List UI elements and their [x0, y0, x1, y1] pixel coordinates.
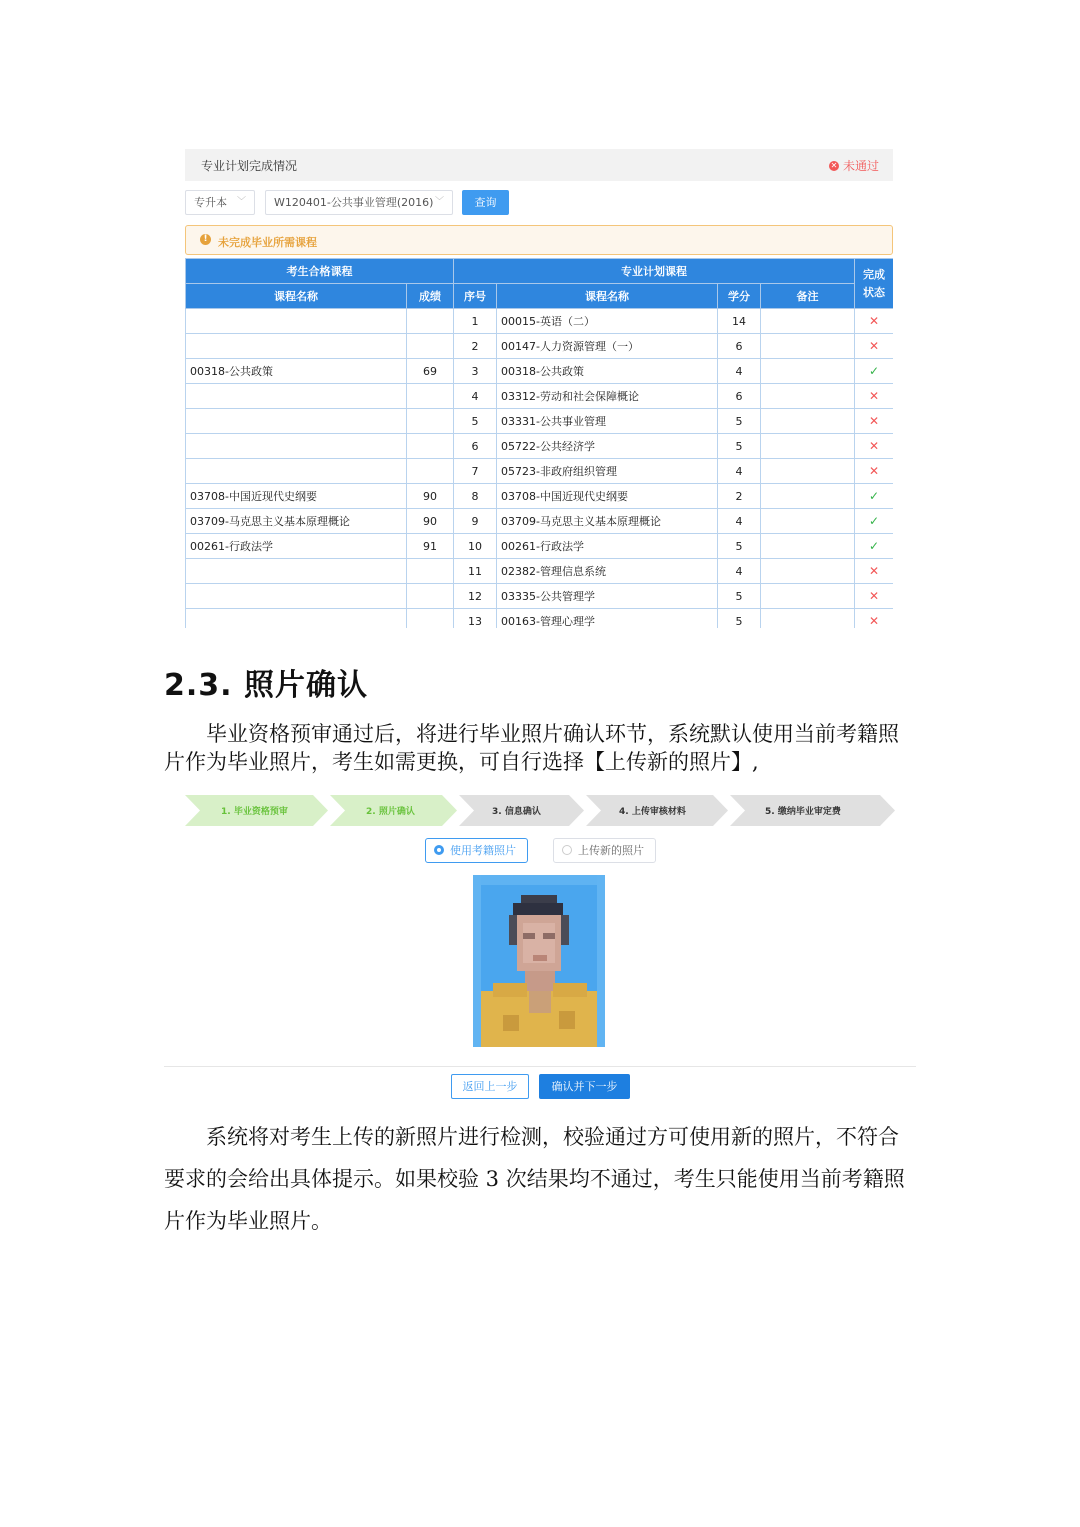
no-cell: 9 — [454, 509, 497, 534]
note-cell — [761, 359, 855, 384]
status-cell — [855, 359, 894, 384]
plan-name-cell: 02382-管理信息系统 — [497, 559, 718, 584]
paragraph-intro-text: 毕业资格预审通过后，将进行毕业照片确认环节，系统默认使用当前考籍照片作为毕业照片，考生如需更换，可自行选择【上传新的照片】, — [164, 722, 899, 774]
use-current-photo-option[interactable] — [425, 838, 528, 863]
note-cell — [761, 609, 855, 629]
col-header-score: 成绩 — [407, 284, 454, 309]
plan-name-cell: 03335-公共管理学 — [497, 584, 718, 609]
table-row — [186, 334, 894, 359]
cross-icon: ✕ — [868, 564, 880, 578]
passed-name-cell — [186, 309, 407, 334]
score-cell — [407, 409, 454, 434]
passed-name-cell — [186, 559, 407, 584]
step-3: 3. 信息确认 — [492, 807, 541, 817]
credit-cell: 5 — [718, 584, 761, 609]
warning-text: 未完成毕业所需课程 — [218, 236, 317, 249]
credit-cell: 6 — [718, 334, 761, 359]
score-cell — [407, 384, 454, 409]
plan-name-cell: 00015-英语（二） — [497, 309, 718, 334]
upload-new-photo-label: 上传新的照片 — [578, 844, 644, 857]
id-photo — [473, 875, 605, 1047]
table-row — [186, 434, 894, 459]
check-icon: ✓ — [868, 489, 880, 503]
score-cell — [407, 334, 454, 359]
col-header-status: 完成状态 — [855, 259, 894, 309]
cross-icon: ✕ — [868, 464, 880, 478]
major-select[interactable] — [265, 190, 453, 215]
chevron-down-icon: ﹀ — [236, 197, 246, 207]
table-row — [186, 534, 894, 559]
plan-name-cell: 00147-人力资源管理（一） — [497, 334, 718, 359]
score-cell — [407, 309, 454, 334]
check-icon: ✓ — [868, 364, 880, 378]
table-row — [186, 359, 894, 384]
no-cell: 8 — [454, 484, 497, 509]
cross-icon: ✕ — [868, 589, 880, 603]
no-cell: 3 — [454, 359, 497, 384]
status-cell — [855, 309, 894, 334]
step-1: 1. 毕业资格预审 — [221, 807, 288, 817]
score-cell: 90 — [407, 484, 454, 509]
major-select-value: W120401-公共事业管理(2016) — [274, 196, 434, 209]
credit-cell: 4 — [718, 559, 761, 584]
credit-cell: 14 — [718, 309, 761, 334]
cross-icon: ✕ — [868, 314, 880, 328]
no-cell: 1 — [454, 309, 497, 334]
status-cell — [855, 559, 894, 584]
cross-icon: ✕ — [868, 389, 880, 403]
score-cell: 69 — [407, 359, 454, 384]
plan-name-cell: 00163-管理心理学 — [497, 609, 718, 629]
score-cell: 90 — [407, 509, 454, 534]
warning-icon: ! — [200, 234, 211, 245]
status-cell — [855, 509, 894, 534]
step-4: 4. 上传审核材料 — [619, 807, 686, 817]
paragraph-validation — [164, 1116, 916, 1242]
passed-name-cell — [186, 434, 407, 459]
status-cell — [855, 409, 894, 434]
credit-cell: 5 — [718, 609, 761, 629]
note-cell — [761, 584, 855, 609]
table-row — [186, 609, 894, 629]
step-5: 5. 缴纳毕业审定费 — [765, 807, 841, 817]
group-header-plan: 专业计划课程 — [454, 259, 855, 284]
error-icon: ✕ — [830, 160, 838, 170]
col-header-plan-name: 课程名称 — [497, 284, 718, 309]
score-cell — [407, 459, 454, 484]
note-cell — [761, 509, 855, 534]
table-row — [186, 459, 894, 484]
plan-name-cell: 03331-公共事业管理 — [497, 409, 718, 434]
credit-cell: 4 — [718, 459, 761, 484]
level-select[interactable] — [185, 190, 255, 215]
col-header-credit: 学分 — [718, 284, 761, 309]
note-cell — [761, 484, 855, 509]
score-cell — [407, 559, 454, 584]
note-cell — [761, 459, 855, 484]
plan-name-cell: 00261-行政法学 — [497, 534, 718, 559]
status-cell — [855, 434, 894, 459]
table-row — [186, 584, 894, 609]
no-cell: 7 — [454, 459, 497, 484]
passed-name-cell — [186, 584, 407, 609]
step-2: 2. 照片确认 — [366, 807, 415, 817]
credit-cell: 5 — [718, 409, 761, 434]
col-header-note: 备注 — [761, 284, 855, 309]
divider — [164, 1066, 916, 1067]
passed-name-cell — [186, 409, 407, 434]
status-text: 未通过 — [842, 159, 879, 173]
query-button[interactable]: 查询 — [462, 190, 509, 215]
credit-cell: 6 — [718, 384, 761, 409]
check-icon: ✓ — [868, 539, 880, 553]
credit-cell: 5 — [718, 434, 761, 459]
cross-icon: ✕ — [868, 614, 880, 628]
score-cell: 91 — [407, 534, 454, 559]
col-header-passed-name: 课程名称 — [186, 284, 407, 309]
level-select-value: 专升本 — [194, 196, 227, 209]
plan-table — [185, 258, 893, 628]
no-cell: 12 — [454, 584, 497, 609]
note-cell — [761, 409, 855, 434]
no-cell: 10 — [454, 534, 497, 559]
no-cell: 2 — [454, 334, 497, 359]
plan-name-cell: 03708-中国近现代史纲要 — [497, 484, 718, 509]
passed-name-cell: 03708-中国近现代史纲要 — [186, 484, 407, 509]
upload-new-photo-option[interactable] — [553, 838, 656, 863]
status-cell — [855, 459, 894, 484]
score-cell — [407, 609, 454, 629]
note-cell — [761, 309, 855, 334]
warning-alert — [185, 225, 893, 255]
col-header-no: 序号 — [454, 284, 497, 309]
status-cell — [855, 384, 894, 409]
plan-name-cell: 00318-公共政策 — [497, 359, 718, 384]
status-cell — [855, 584, 894, 609]
check-icon: ✓ — [868, 514, 880, 528]
paragraph-validation-text: 系统将对考生上传的新照片进行检测，校验通过方可使用新的照片，不符合要求的会给出具体提示。如果校验 3 次结果均不通过，考生只能使用当前考籍照片作为毕业照片。 — [164, 1125, 905, 1233]
credit-cell: 4 — [718, 359, 761, 384]
passed-name-cell — [186, 459, 407, 484]
note-cell — [761, 334, 855, 359]
note-cell — [761, 534, 855, 559]
table-row — [186, 409, 894, 434]
confirm-next-button[interactable]: 确认并下一步 — [539, 1074, 630, 1099]
table-row — [186, 384, 894, 409]
status-cell — [855, 334, 894, 359]
no-cell: 4 — [454, 384, 497, 409]
score-cell — [407, 434, 454, 459]
plan-name-cell: 03312-劳动和社会保障概论 — [497, 384, 718, 409]
passed-name-cell: 03709-马克思主义基本原理概论 — [186, 509, 407, 534]
progress-steps — [185, 795, 895, 826]
note-cell — [761, 384, 855, 409]
status-cell — [855, 534, 894, 559]
back-button[interactable]: 返回上一步 — [451, 1074, 529, 1099]
paragraph-intro — [164, 720, 916, 776]
status-badge — [829, 157, 879, 174]
no-cell: 5 — [454, 409, 497, 434]
credit-cell: 4 — [718, 509, 761, 534]
note-cell — [761, 434, 855, 459]
panel-title: 专业计划完成情况 — [201, 159, 298, 173]
plan-name-cell: 05723-非政府组织管理 — [497, 459, 718, 484]
credit-cell: 5 — [718, 534, 761, 559]
score-cell — [407, 584, 454, 609]
table-row — [186, 484, 894, 509]
cross-icon: ✕ — [868, 439, 880, 453]
no-cell: 11 — [454, 559, 497, 584]
passed-name-cell — [186, 334, 407, 359]
passed-name-cell: 00318-公共政策 — [186, 359, 407, 384]
table-row — [186, 309, 894, 334]
cross-icon: ✕ — [868, 414, 880, 428]
radio-checked-icon — [434, 845, 444, 855]
no-cell: 13 — [454, 609, 497, 629]
passed-name-cell — [186, 384, 407, 409]
passed-name-cell: 00261-行政法学 — [186, 534, 407, 559]
status-cell — [855, 484, 894, 509]
credit-cell: 2 — [718, 484, 761, 509]
plan-name-cell: 03709-马克思主义基本原理概论 — [497, 509, 718, 534]
note-cell — [761, 559, 855, 584]
passed-name-cell — [186, 609, 407, 629]
plan-name-cell: 05722-公共经济学 — [497, 434, 718, 459]
table-row — [186, 509, 894, 534]
plan-panel-header — [185, 149, 893, 181]
chevron-down-icon: ﹀ — [434, 197, 444, 207]
use-current-photo-label: 使用考籍照片 — [450, 844, 516, 857]
table-row — [186, 559, 894, 584]
plan-table-body — [186, 309, 894, 629]
cross-icon: ✕ — [868, 339, 880, 353]
no-cell: 6 — [454, 434, 497, 459]
section-heading: 2.3. 照片确认 — [164, 668, 368, 703]
status-cell — [855, 609, 894, 629]
group-header-passed: 考生合格课程 — [186, 259, 454, 284]
radio-unchecked-icon — [562, 845, 572, 855]
